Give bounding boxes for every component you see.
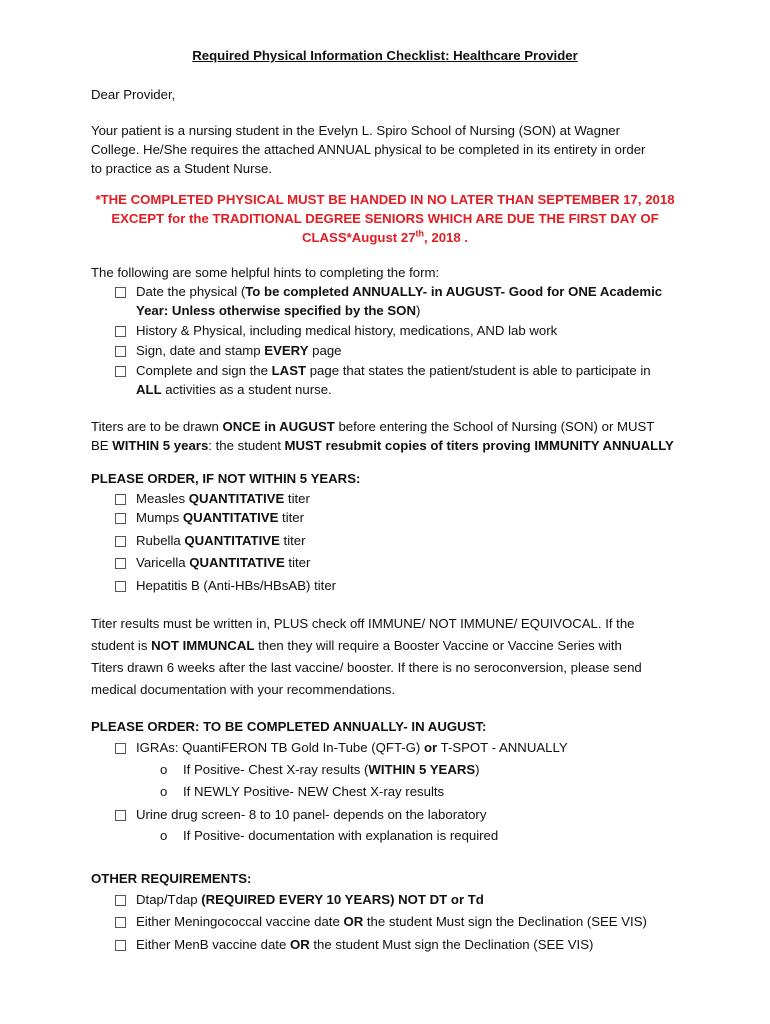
intro-line-2: College. He/She requires the attached ANNUAL physical to be completed in its entirety in order <box>91 142 646 157</box>
checkbox-icon <box>115 346 126 357</box>
circle-bullet-icon: o <box>160 828 168 843</box>
titers-para-line-2: BE WITHIN 5 years: the student MUST resubmit copies of titers proving IMMUNITY ANNUALLY <box>91 438 674 453</box>
checkbox-icon <box>115 536 126 547</box>
checkbox-icon <box>115 494 126 505</box>
hints-heading: The following are some helpful hints to completing the form: <box>91 265 440 280</box>
checkbox-icon <box>115 326 126 337</box>
hint-item-history: History & Physical, including medical history, medications, AND lab work <box>116 321 557 341</box>
results-line-1: Titer results must be written in, PLUS check off IMMUNE/ NOT IMMUNE/ EQUIVOCAL. If the <box>91 616 635 631</box>
checkbox-icon <box>115 940 126 951</box>
other-heading: OTHER REQUIREMENTS: <box>91 871 252 886</box>
checkbox-icon <box>115 810 126 821</box>
annual-sub-item: o If NEWLY Positive- NEW Chest X-ray results <box>160 784 445 799</box>
annual-item-igra: IGRAs: QuantiFERON TB Gold In-Tube (QFT-G) or T-SPOT - ANNUALLY <box>116 738 568 758</box>
circle-bullet-icon: o <box>160 762 168 777</box>
checkbox-icon <box>115 895 126 906</box>
intro-line-1: Your patient is a nursing student in the Evelyn L. Spiro School of Nursing (SON) at Wagner <box>91 123 620 138</box>
deadline-notice-line-1: *THE COMPLETED PHYSICAL MUST BE HANDED IN NO LATER THAN SEPTEMBER 17, 2018 <box>95 192 675 207</box>
other-item-meningococcal: Either Meningococcal vaccine date OR the student Must sign the Declination (SEE VIS) <box>116 912 647 932</box>
checkbox-icon <box>115 287 126 298</box>
hint-item-date: Date the physical (To be completed ANNUALLY- in AUGUST- Good for ONE Academic <box>116 282 662 302</box>
deadline-notice-line-2: EXCEPT for the TRADITIONAL DEGREE SENIORS WHICH ARE DUE THE FIRST DAY OF <box>111 211 659 226</box>
deadline-notice-line-3: CLASS*August 27th, 2018 . <box>301 228 469 245</box>
titer-item: Mumps QUANTITATIVE titer <box>116 508 304 528</box>
annual-heading: PLEASE ORDER: TO BE COMPLETED ANNUALLY- IN AUGUST: <box>91 719 487 734</box>
checkbox-icon <box>115 743 126 754</box>
annual-sub-item: o If Positive- Chest X-ray results (WITHIN 5 YEARS) <box>160 762 480 777</box>
results-line-3: Titers drawn 6 weeks after the last vaccine/ booster. If there is no seroconversion, please send <box>91 660 642 675</box>
checkbox-icon <box>115 917 126 928</box>
other-item-menb: Either MenB vaccine date OR the student Must sign the Declination (SEE VIS) <box>116 935 593 955</box>
hint-item-sign: Sign, date and stamp EVERY page <box>116 341 342 361</box>
titers-para-line-1: Titers are to be drawn ONCE in AUGUST before entering the School of Nursing (SON) or MUST <box>91 419 655 434</box>
annual-sub-item: o If Positive- documentation with explanation is required <box>160 828 499 843</box>
titers-order-heading: PLEASE ORDER, IF NOT WITHIN 5 YEARS: <box>91 471 361 486</box>
checkbox-icon <box>115 558 126 569</box>
checkbox-icon <box>115 581 126 592</box>
titer-item: Varicella QUANTITATIVE titer <box>116 553 310 573</box>
titer-item: Rubella QUANTITATIVE titer <box>116 531 306 551</box>
annual-item-urine: Urine drug screen- 8 to 10 panel- depends on the laboratory <box>116 805 486 825</box>
hint-item-last-page-cont: ALL activities as a student nurse. <box>136 382 332 397</box>
other-item-tdap: Dtap/Tdap (REQUIRED EVERY 10 YEARS) NOT DT or Td <box>116 890 484 910</box>
intro-line-3: to practice as a Student Nurse. <box>91 161 273 176</box>
titer-item: Hepatitis B (Anti-HBs/HBsAB) titer <box>116 576 336 596</box>
greeting: Dear Provider, <box>91 87 176 102</box>
results-line-2: student is NOT IMMUNCAL then they will require a Booster Vaccine or Vaccine Series with <box>91 638 622 653</box>
titer-item: Measles QUANTITATIVE titer <box>116 489 310 509</box>
checkbox-icon <box>115 366 126 377</box>
checkbox-icon <box>115 513 126 524</box>
results-line-4: medical documentation with your recommendations. <box>91 682 396 697</box>
hint-item-last-page: Complete and sign the LAST page that states the patient/student is able to participate in <box>116 361 651 381</box>
page-title: Required Physical Information Checklist: Healthcare Provider <box>192 48 578 63</box>
circle-bullet-icon: o <box>160 784 168 799</box>
hint-item-date-cont: Year: Unless otherwise specified by the SON) <box>136 303 421 318</box>
